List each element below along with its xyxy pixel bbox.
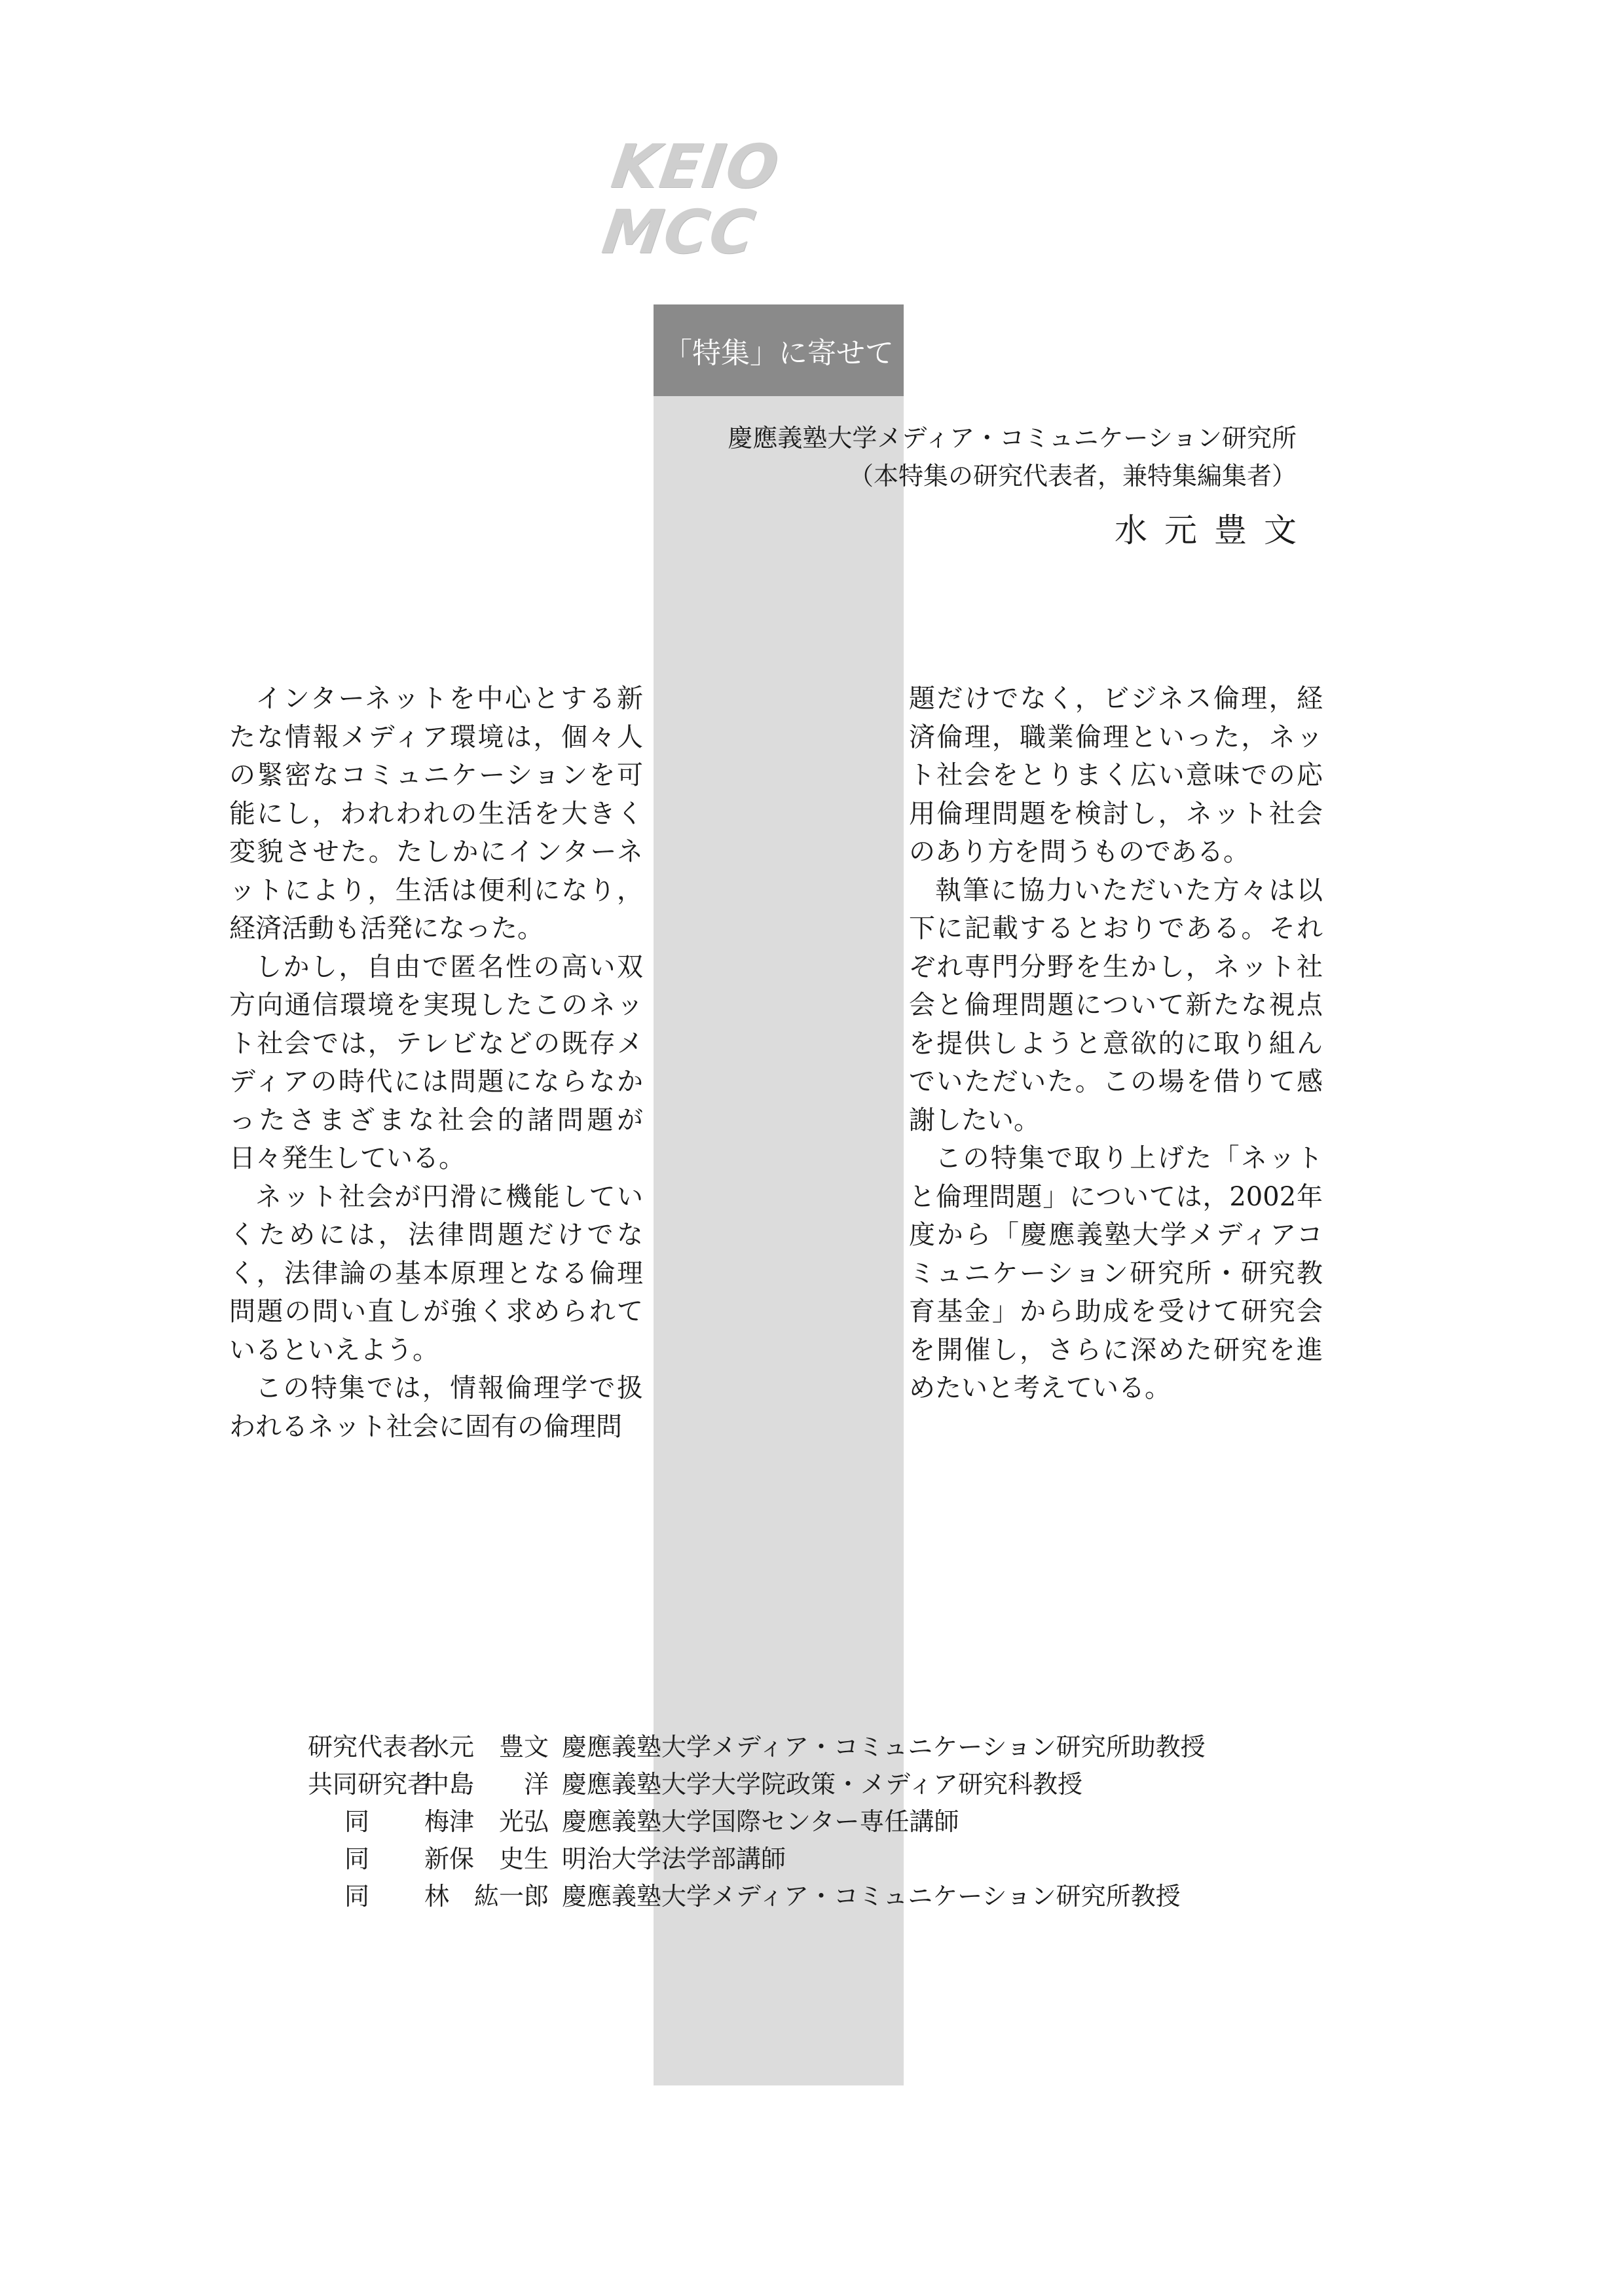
journal-logo-text: KEIO MCC <box>598 132 784 267</box>
author-affiliation: 慶應義塾大学メディア・コミュニケーション研究所 <box>728 424 1297 452</box>
member-affiliation: 慶應義塾大学国際センター専任講師 <box>562 1807 959 1836</box>
member-role: 同 <box>344 1807 369 1836</box>
section-header <box>654 304 904 396</box>
member-row <box>308 1878 1206 1915</box>
member-role: 同 <box>344 1845 369 1873</box>
member-affiliation: 明治大学法学部講師 <box>562 1845 786 1873</box>
member-row <box>308 1766 1206 1803</box>
member-name: 林 紘一郎 <box>424 1882 549 1911</box>
member-name: 中島 洋 <box>424 1770 549 1799</box>
member-name: 水元 豊文 <box>424 1733 549 1761</box>
member-affiliation: 慶應義塾大学大学院政策・メディア研究科教授 <box>562 1770 1082 1799</box>
member-role: 共同研究者 <box>308 1770 433 1799</box>
member-name: 新保 史生 <box>424 1845 549 1873</box>
member-role: 同 <box>344 1882 369 1911</box>
author-affiliation-block <box>728 419 1297 495</box>
research-members-list <box>308 1729 1206 1915</box>
member-name: 梅津 光弘 <box>424 1807 549 1836</box>
author-name: 水元豊文 <box>1115 511 1314 549</box>
paragraph: ネット社会が円滑に機能していくためには，法律問題だけでなく，法律論の基本原理となる倫理問題の問い直しが強く求められているといえよう。 <box>229 1181 643 1365</box>
member-row <box>308 1803 1206 1841</box>
member-role: 研究代表者 <box>308 1733 433 1761</box>
author-role: （本特集の研究代表者，兼特集編集者） <box>848 462 1297 490</box>
paragraph: インターネットを中心とする新たな情報メディア環境は，個々人の緊密なコミュニケーションを可能にし，われわれの生活を大きく変貌させた。たしかにインターネットにより，生活は便利になり，経済活動も活発になった。 <box>229 684 643 944</box>
paragraph: 題だけでなく，ビジネス倫理，経済倫理，職業倫理といった，ネット社会をとりまく広い意味での応用倫理問題を検討し，ネット社会のあり方を問うものである。 <box>909 684 1323 867</box>
journal-logo <box>598 132 938 267</box>
member-affiliation: 慶應義塾大学メディア・コミュニケーション研究所教授 <box>562 1882 1181 1911</box>
section-label: 「特集」に寄せて <box>663 337 894 370</box>
member-row <box>308 1729 1206 1766</box>
paragraph: この特集では，情報倫理学で扱われるネット社会に固有の倫理問 <box>229 1373 643 1442</box>
member-row <box>308 1841 1206 1878</box>
paragraph: しかし，自由で匿名性の高い双方向通信環境を実現したこのネット社会では，テレビなどの既存メディアの時代には問題にならなかったさまざまな社会的諸問題が日々発生している。 <box>229 951 643 1173</box>
member-affiliation: 慶應義塾大学メディア・コミュニケーション研究所助教授 <box>562 1733 1206 1761</box>
body-column-right <box>909 680 1323 1408</box>
paragraph: この特集で取り上げた「ネットと倫理問題」については，2002年度から「慶應義塾大学メディアコミュニケーション研究所・研究教育基金」から助成を受けて研究会を開催し，さらに深めた研究を進めたいと考えている。 <box>909 1143 1323 1403</box>
paragraph: 執筆に協力いただいた方々は以下に記載するとおりである。それぞれ専門分野を生かし，ネット社会と倫理問題について新たな視点を提供しようと意欲的に取り組んでいただいた。この場を借りて感謝したい。 <box>909 875 1323 1135</box>
body-column-left <box>229 680 643 1446</box>
